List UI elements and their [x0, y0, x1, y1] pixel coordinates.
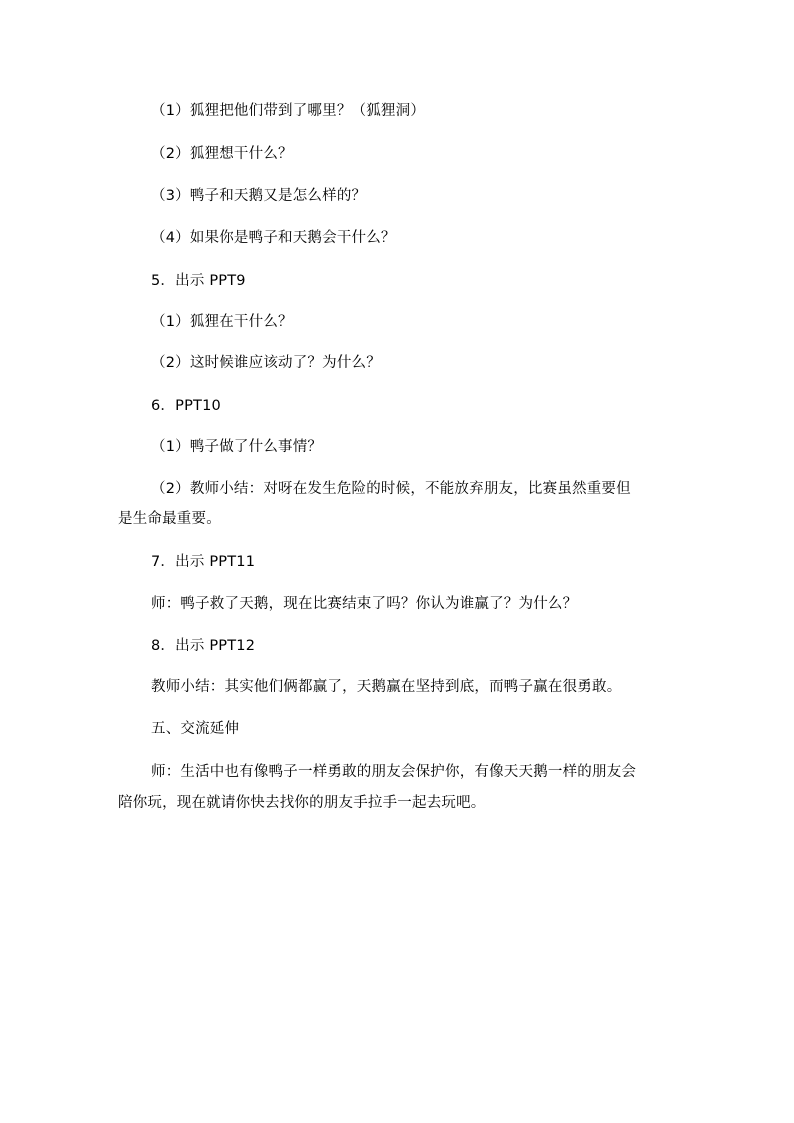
teacher-summary-line-1: （2）教师小结：对呀在发生危险的时候，不能放弃朋友，比赛虽然重要但 [151, 481, 631, 497]
question-fox-intent: （2）狐狸想干什么？ [151, 146, 293, 162]
question-fox-destination: （1）狐狸把他们带到了哪里？（狐狸洞） [151, 103, 426, 119]
question-who-should-act: （2）这时候谁应该动了？为什么？ [151, 355, 381, 371]
section-5-heading: 五、交流延伸 [151, 721, 240, 737]
teacher-question-race: 师：鸭子救了天鹅，现在比赛结束了吗？你认为谁赢了？为什么？ [151, 596, 578, 612]
question-what-would-you-do: （4）如果你是鸭子和天鹅会干什么？ [151, 230, 396, 246]
step-6-heading: 6．PPT10 [151, 398, 221, 414]
closing-paragraph-line-1: 师：生活中也有像鸭子一样勇敢的朋友会保护你，有像天天鹅一样的朋友会 [151, 764, 637, 780]
step-5-heading: 5．出示 PPT9 [151, 273, 246, 289]
teacher-summary-both-win: 教师小结：其实他们俩都赢了，天鹅赢在坚持到底，而鸭子赢在很勇敢。 [151, 679, 622, 695]
closing-paragraph-line-2: 陪你玩，现在就请你快去找你的朋友手拉手一起去玩吧。 [118, 795, 486, 811]
step-7-heading: 7．出示 PPT11 [151, 554, 256, 570]
question-duck-action: （1）鸭子做了什么事情？ [151, 439, 323, 455]
question-fox-doing: （1）狐狸在干什么？ [151, 314, 293, 330]
step-8-heading: 8．出示 PPT12 [151, 638, 256, 654]
teacher-summary-line-2: 是生命最重要。 [118, 511, 221, 527]
question-duck-swan-state: （3）鸭子和天鹅又是怎么样的？ [151, 188, 367, 204]
